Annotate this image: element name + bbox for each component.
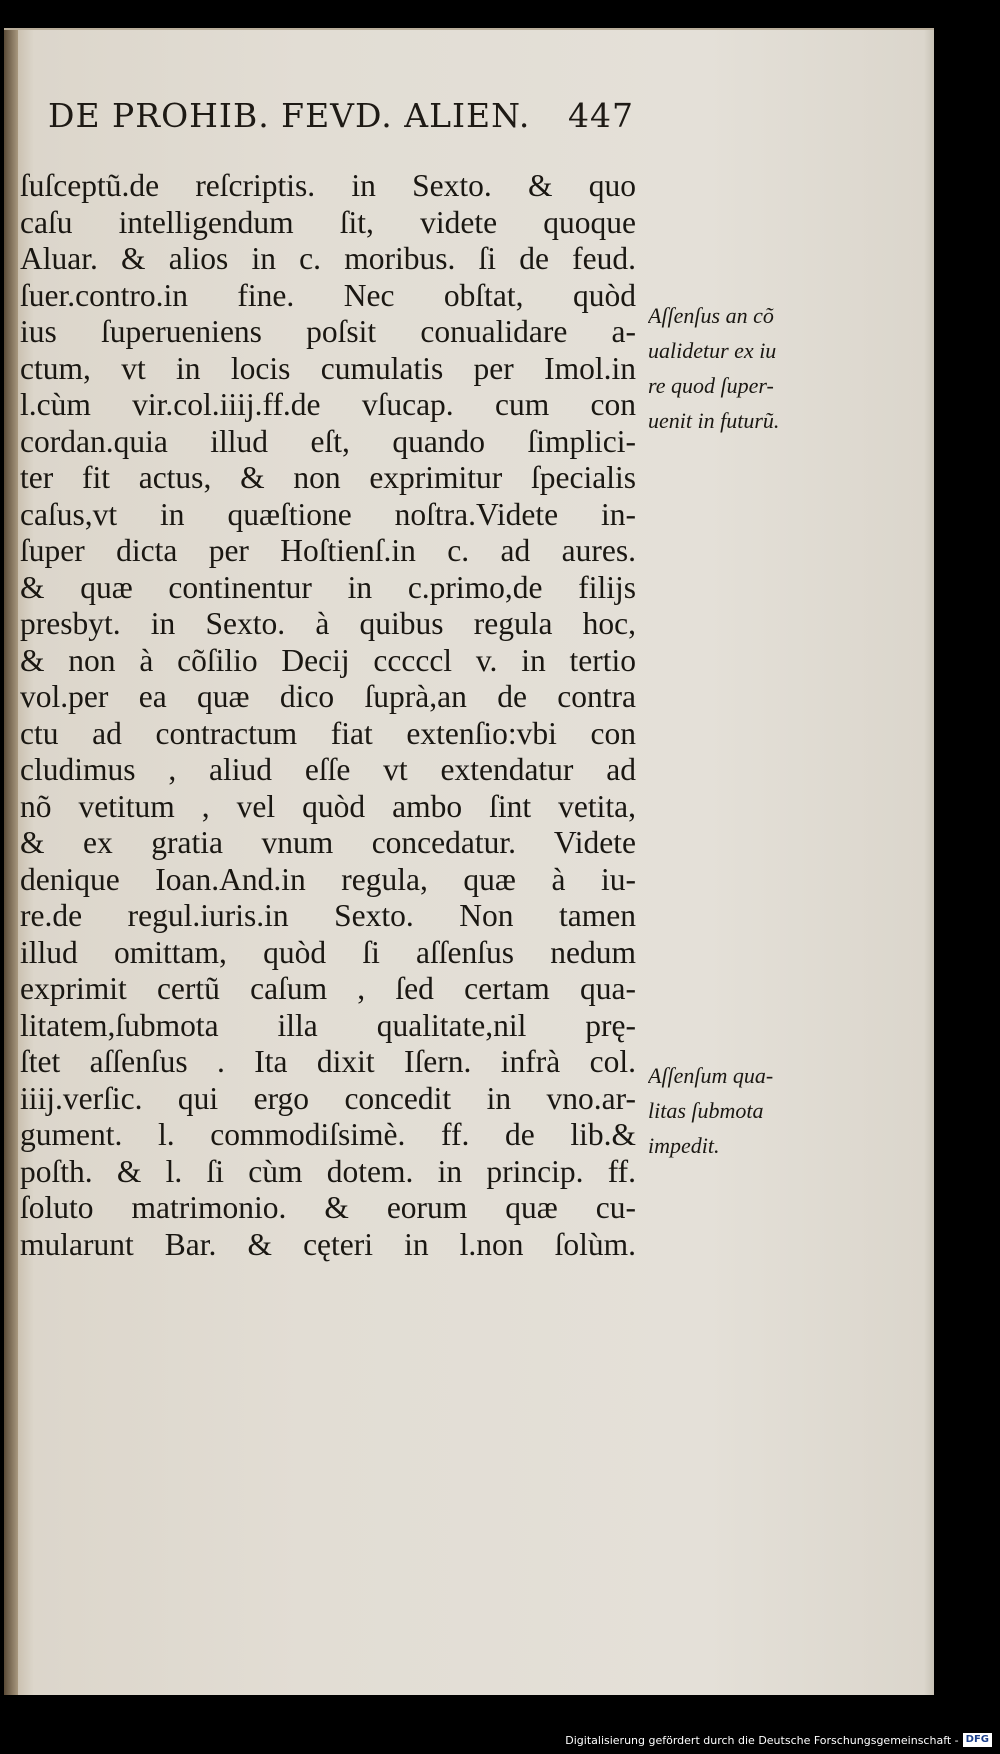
- text-line: & quæ continentur in c.primo,de filijs: [20, 569, 636, 605]
- text-line: ctum, vt in locis cumulatis per Imol.in: [20, 350, 636, 386]
- text-line: & non à cõſilio Decij cccccl v. in tertio: [20, 642, 636, 678]
- text-line: ctu ad contractum fiat extenſio:vbi con: [20, 715, 636, 751]
- main-text-column: [20, 168, 636, 1263]
- text-line: mularunt Bar. & cęteri in l.non ſolùm.: [20, 1226, 636, 1262]
- text-line: presbyt. in Sexto. à quibus regula hoc,: [20, 606, 636, 641]
- running-title: DE PROHIB. FEVD. ALIEN.: [48, 96, 531, 135]
- margin-note-line: ualidetur ex iu: [648, 338, 777, 363]
- text-line: gument. l. commodiſsimè. ff. de lib.&: [20, 1117, 636, 1152]
- text-line: caſus,vt in quæſtione noſtra.Videte in-: [20, 496, 636, 532]
- margin-note-line: Aſſenſum qua-: [648, 1063, 774, 1088]
- text-line: vol.per ea quæ dico ſuprà,an de contra: [20, 679, 636, 714]
- text-line: re.de regul.iuris.in Sexto. Non tamen: [20, 898, 636, 933]
- text-line: illud omittam, quòd ſi aſſenſus nedum: [20, 934, 636, 970]
- text-line: Aluar. & alios in c. moribus. ſi de feud.: [20, 241, 636, 276]
- text-line: ſuer.contro.in fine. Nec obſtat, quòd: [20, 277, 636, 313]
- text-line: l.cùm vir.col.iiij.ff.de vſucap. cum con: [20, 387, 636, 422]
- text-line: iiij.verſic. qui ergo concedit in vno.ar-: [20, 1080, 636, 1116]
- margin-note-line: uenit in futurũ.: [648, 408, 780, 433]
- margin-note-line: Aſſenſus an cõ: [648, 303, 774, 328]
- dfg-logo: DFG: [963, 1733, 992, 1747]
- margin-note-line: re quod ſuper-: [648, 373, 774, 398]
- text-line: ſoluto matrimonio. & eorum quæ cu-: [20, 1190, 636, 1225]
- text-line: ſuſceptũ.de reſcriptis. in Sexto. & quo: [20, 168, 636, 203]
- book-page: [4, 28, 934, 1695]
- text-line: cludimus , aliud eſſe vt extendatur ad: [20, 752, 636, 787]
- text-line: ter fit actus, & non exprimitur ſpecialis: [20, 460, 636, 495]
- text-line: exprimit certũ caſum , ſed certam qua-: [20, 971, 636, 1006]
- text-line: caſu intelligendum ſit, videte quoque: [20, 204, 636, 240]
- text-line: litatem,ſubmota illa qualitate,nil prę-: [20, 1007, 636, 1043]
- digitization-credit: [565, 1730, 992, 1750]
- credit-text: Digitalisierung gefördert durch die Deutsche Forschungsgemeinschaft -: [565, 1733, 959, 1747]
- text-line: ius ſuperueniens poſsit conualidare a-: [20, 314, 636, 349]
- text-line: cordan.quia illud eſt, quando ſimplici-: [20, 423, 636, 459]
- text-line: nõ vetitum , vel quòd ambo ſint vetita,: [20, 788, 636, 824]
- text-line: & ex gratia vnum concedatur. Videte: [20, 825, 636, 860]
- page-number: 447: [568, 96, 634, 135]
- margin-note-qualitas-submota: [648, 1058, 818, 1163]
- text-line: poſth. & l. ſi cùm dotem. in princip. ff.: [20, 1153, 636, 1189]
- margin-note-line: litas ſubmota: [648, 1098, 764, 1123]
- text-line: denique Ioan.And.in regula, quæ à iu-: [20, 861, 636, 897]
- margin-note-assensus-convalidation: [648, 298, 818, 438]
- text-line: ſtet aſſenſus . Ita dixit Iſern. infrà col.: [20, 1044, 636, 1079]
- running-header: [48, 92, 648, 142]
- text-line: ſuper dicta per Hoſtienſ.in c. ad aures.: [20, 533, 636, 568]
- margin-note-line: impedit.: [648, 1133, 720, 1158]
